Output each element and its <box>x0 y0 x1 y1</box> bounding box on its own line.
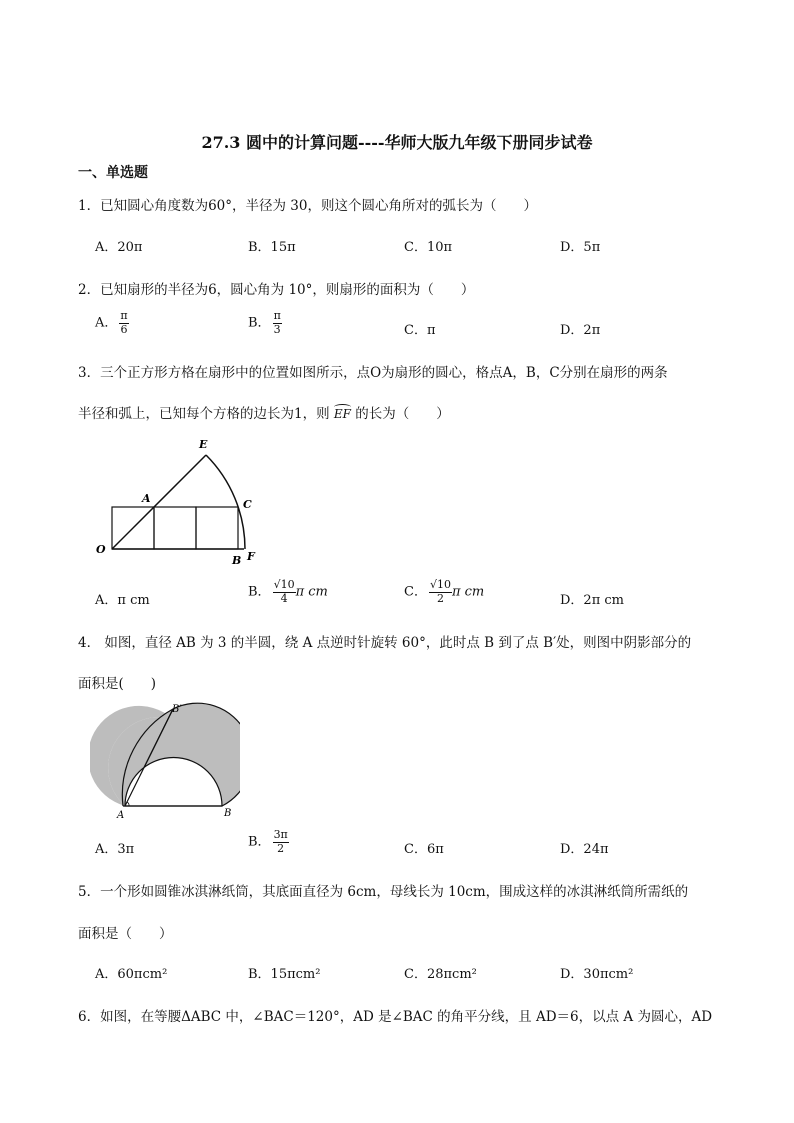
fraction-denominator: 6 <box>120 322 128 336</box>
fraction-numerator: π <box>120 309 128 322</box>
q2-option-a-fraction <box>119 310 128 336</box>
q4-option-c[interactable]: C．6π <box>404 842 444 857</box>
fraction-numerator: √10 <box>273 578 295 591</box>
fraction-numerator: π <box>273 309 281 322</box>
label-b: B <box>232 554 242 567</box>
q4-figure <box>90 700 240 825</box>
q4-option-b-fraction <box>273 829 289 855</box>
section-heading: 一、单选题 <box>78 165 148 181</box>
question-4-stem-line1: 4． 如图，直径 AB 为 3 的半圆，绕 A 点逆时针旋转 60°，此时点 B 到了点 B′处，则图中阴影部分的 <box>78 635 692 651</box>
q5-option-a[interactable]: A．60πcm² <box>95 967 168 982</box>
label-b-prime: B′ <box>172 704 182 715</box>
grid-square-3 <box>196 507 238 549</box>
radius-oe <box>112 455 206 549</box>
q3-option-c-unit: π cm <box>451 584 485 600</box>
question-5-stem-line2: 面积是（ ） <box>78 926 173 942</box>
label-c: C <box>243 498 252 511</box>
question-3-stem-line2 <box>78 402 450 422</box>
fraction-numerator: 3π <box>273 828 288 841</box>
label-a: A <box>142 492 151 505</box>
grid-square-2 <box>154 507 196 549</box>
q3-option-d[interactable] <box>560 589 624 608</box>
label-o: O <box>96 543 106 556</box>
q2-option-b-fraction <box>273 310 282 336</box>
q3-option-b[interactable] <box>248 579 328 605</box>
question-6-stem-line1: 6．如图，在等腰ΔABC 中，∠BAC＝120°，AD 是∠BAC 的角平分线，且 AD＝6，以点 A 为圆心，AD <box>78 1009 713 1025</box>
fraction-denominator: 3 <box>273 322 281 336</box>
label-e: E <box>199 438 208 451</box>
q1-option-a[interactable]: A．20π <box>95 240 143 255</box>
q2-option-b-label: B． <box>248 315 271 331</box>
q4-option-d[interactable]: D．24π <box>560 842 609 857</box>
q3-option-d-text: D．2π cm <box>560 593 624 608</box>
q5-option-d[interactable]: D．30πcm² <box>560 967 634 982</box>
q3-option-a-text: A．π cm <box>95 593 150 608</box>
question-3-stem-line1: 3．三个正方形方格在扇形中的位置如图所示，点O为扇形的圆心，格点A，B，C分别在扇形的两条 <box>78 365 668 381</box>
q3-option-c-label: C． <box>404 584 427 600</box>
label-f: F <box>247 550 255 563</box>
q3-option-c-fraction <box>429 579 452 605</box>
fraction-numerator: √10 <box>429 578 451 591</box>
arc-ef <box>206 455 245 549</box>
label-b: B <box>224 808 232 819</box>
q3-line2-suffix: 的长为（ ） <box>350 406 450 422</box>
question-2-stem: 2．已知扇形的半径为6，圆心角为 10°，则扇形的面积为（ ） <box>78 282 475 298</box>
question-5-stem-line1: 5．一个形如圆锥冰淇淋纸筒，其底面直径为 6cm，母线长为 10cm，围成这样的冰淇淋纸筒所需纸的 <box>78 884 689 900</box>
q5-option-b[interactable]: B．15πcm² <box>248 967 321 982</box>
q5-option-c[interactable]: C．28πcm² <box>404 967 477 982</box>
fraction-denominator: 4 <box>280 591 288 605</box>
q4-option-b[interactable] <box>248 829 289 855</box>
page-title: 27.3 圆中的计算问题----华师大版九年级下册同步试卷 <box>201 133 593 152</box>
q2-option-d[interactable]: D．2π <box>560 323 601 338</box>
fraction-denominator: 2 <box>277 841 285 855</box>
q3-option-b-label: B． <box>248 584 271 600</box>
q3-figure <box>92 434 272 569</box>
q2-option-b[interactable] <box>248 310 282 336</box>
q4-option-b-label: B． <box>248 834 271 850</box>
q3-option-b-fraction <box>273 579 296 605</box>
label-a: A <box>117 810 125 821</box>
arc-ef-symbol: EF <box>333 407 351 421</box>
question-1-stem: 1．已知圆心角度数为60°，半径为 30，则这个圆心角所对的弧长为（ ） <box>78 198 537 214</box>
q2-option-c[interactable]: C．π <box>404 323 436 338</box>
q1-option-b[interactable]: B．15π <box>248 240 296 255</box>
q4-option-a[interactable]: A．3π <box>95 842 135 857</box>
q3-option-c[interactable] <box>404 579 484 605</box>
q3-option-a[interactable] <box>95 589 150 608</box>
q1-option-c[interactable]: C．10π <box>404 240 453 255</box>
q1-option-d[interactable]: D．5π <box>560 240 601 255</box>
q2-option-a[interactable] <box>95 310 129 336</box>
q3-line2-prefix: 半径和弧上，已知每个方格的边长为1，则 <box>78 406 334 422</box>
fraction-denominator: 2 <box>436 591 444 605</box>
q2-option-a-label: A． <box>95 315 118 331</box>
question-4-stem-line2: 面积是( ) <box>78 676 157 692</box>
q3-option-b-unit: π cm <box>295 584 328 600</box>
